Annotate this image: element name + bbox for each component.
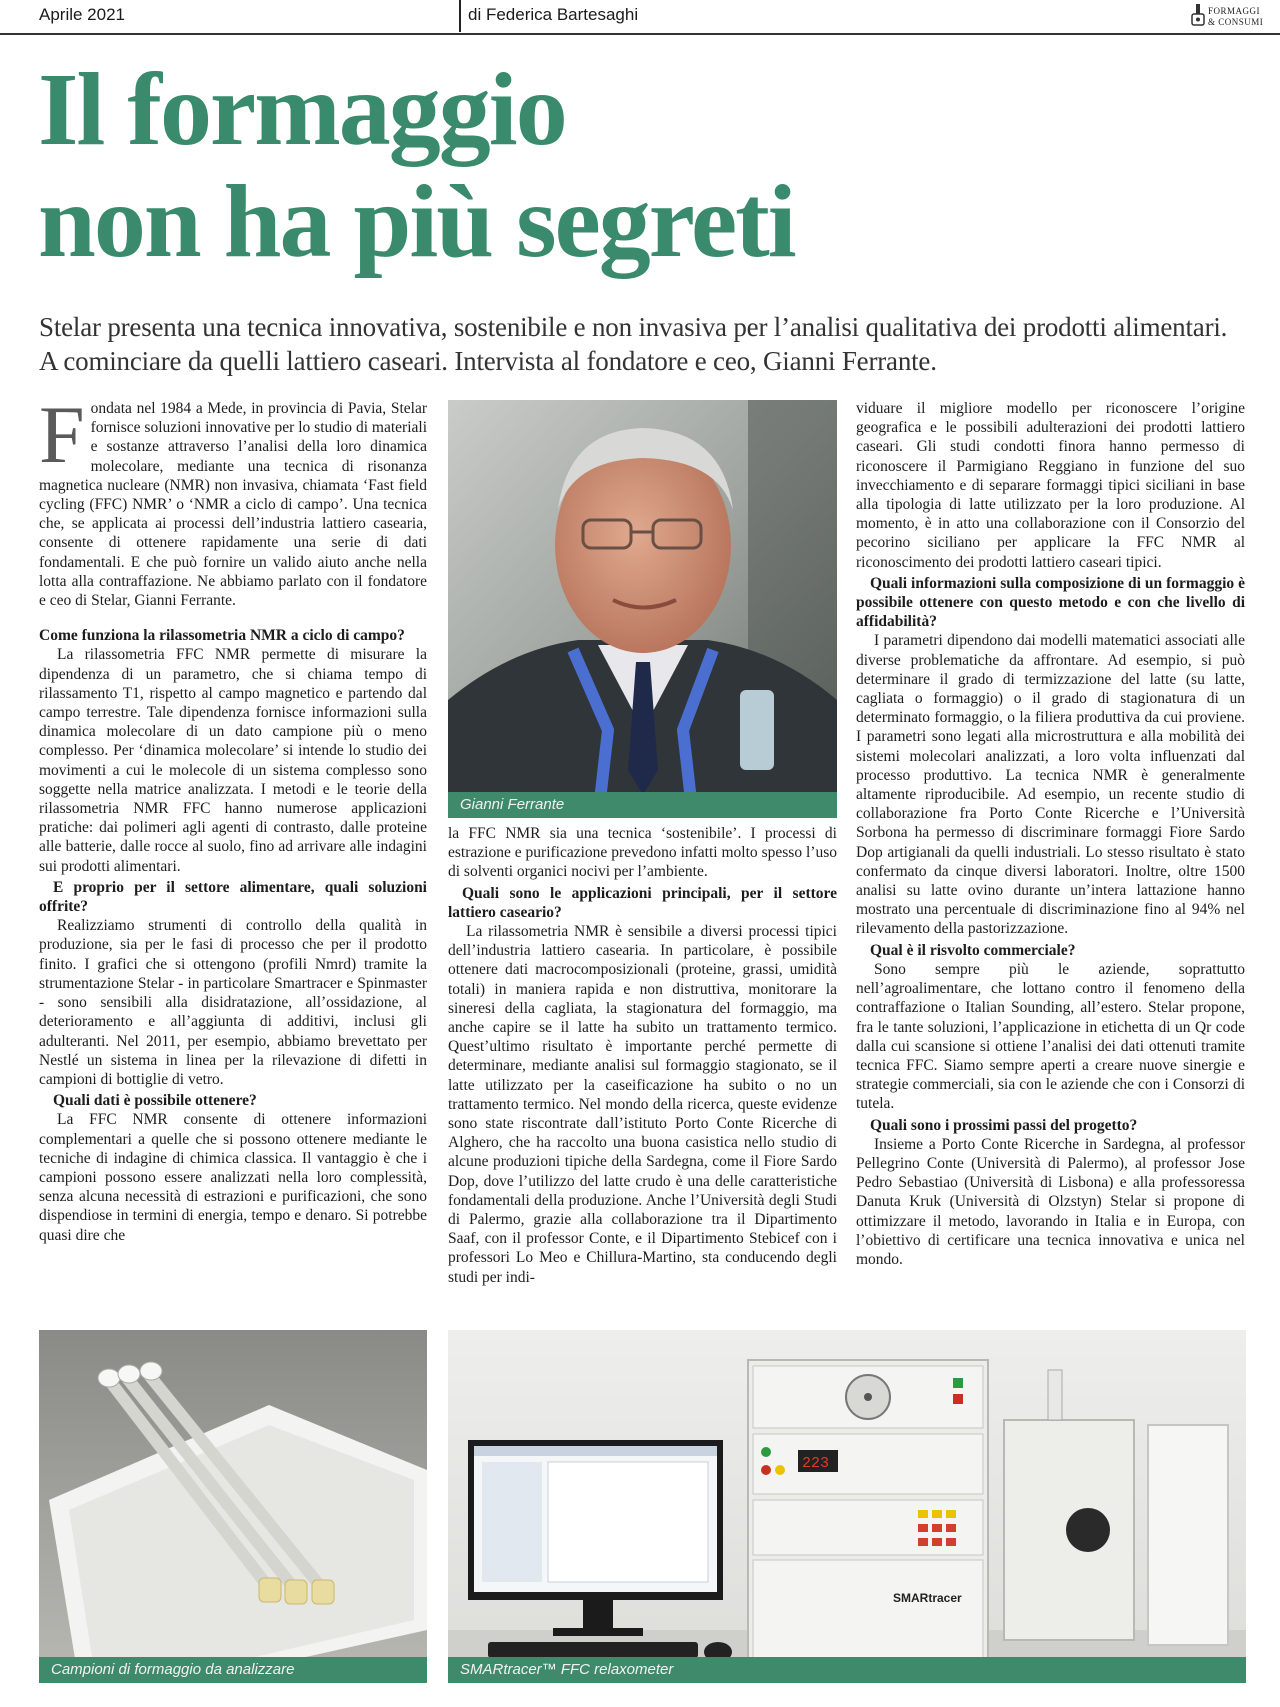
article-column-1 <box>39 389 427 1245</box>
question-2: E proprio per il settore alimentare, quali soluzioni offrite? <box>39 878 427 916</box>
question-5: Quali informazioni sulla composizione di un formaggio è possibile ottenere con questo metodo e con che livello di affidabilità? <box>856 574 1245 631</box>
article-column-2 <box>448 824 837 1287</box>
answer-2: Realizziamo strumenti di controllo della qualità in produzione, sia per le fasi di processo che per il prodotto finito. I grafici che si ottengono (profili Nmrd) tramite la strumentazione Stelar - in particolare Smartracer e Spinmaster - sono sensibili alla disidratazione, all’ossidazione, al deterioramento e all’aggiunta di additivi, inclusi gli adulteranti. Nel 2011, per esempio, abbiamo brevettato per Nestlé un sistema in linea per la rilevazione di difetti in campioni di bottiglie di vetro. <box>39 917 427 1088</box>
relaxometer-image <box>448 1330 1246 1683</box>
page-header <box>0 0 1280 34</box>
logo-icon <box>1191 4 1205 26</box>
logo-text-top: FORMAGGI <box>1208 6 1261 16</box>
question-3: Quali dati è possibile ottenere? <box>53 1092 257 1110</box>
question-6: Qual è il risvolto commerciale? <box>870 941 1076 959</box>
headline-line-2: non ha più segreti <box>38 164 795 279</box>
answer-6: Sono sempre più le aziende, soprattutto nell’agroalimentare, che lottano contro il fenomeno della contraffazione o Italian Sounding, all’estero. Stelar propone, fra le tante soluzioni, l’applicazione in etichetta di un Qr code dalla cui scansione si ottiene l’analisi dei dati ottenuti tramite tecnica FFC. Siamo sempre aperti a creare nuove sinergie e strategie commerciali, sia con le aziende che con i Consorzi di tutela. <box>856 960 1245 1113</box>
answer-4-continued: viduare il migliore modello per riconoscere l’origine geografica e le possibili adulterazioni dei prodotti lattiero caseari. Gli studi condotti finora hanno permesso di riconoscere il Parmigiano Reggiano in funzione del suo invecchiamento e di separare formaggi tipici siciliani in base alla tipologia di latte utilizzato per la loro produzione. Al momento, è in atto una collaborazione con il Consorzio del pecorino siciliano per applicare la FFC NMR al riconoscimento dei prodotti lattiero caseari tipici. <box>856 400 1245 571</box>
portrait-caption: Gianni Ferrante <box>448 792 837 818</box>
intro-text: ondata nel 1984 a Mede, in provincia di Pavia, Stelar fornisce soluzioni innovative per lo studio di materiali e sostanze attraverso l’analisi della loro dinamica molecolare, mediante una tecnica di risonanza magnetica nucleare (NMR) non invasiva, chiamata ‘Fast field cycling (FFC) NMR’ o ‘NMR a ciclo di campo’. Una tecnica che, se applicata ai processi dell’industria lattiero casearia, consente di ottenere rapidamente una serie di dati fondamentali. E che può fornire un valido aiuto anche nella lotta alla contraffazione. Ne abbiamo parlato con il fondatore e ceo di Stelar, Gianni Ferrante. <box>39 400 427 610</box>
header-rule <box>0 33 1280 35</box>
samples-caption: Campioni di formaggio da analizzare <box>39 1657 427 1683</box>
relaxometer-caption: SMARtracer™ FFC relaxometer <box>448 1657 1246 1683</box>
answer-5: I parametri dipendono dai modelli matematici associati alle diverse problematiche da affrontare. Ad esempio, si può determinare il grado di termizzazione del latte (su latte, cagliata o formaggio) o il grado di stagionatura di un determinato formaggio, o la filiera produttiva da cui proviene. I parametri sono legati alla microstruttura e alla mobilità dei sistemi molecolari analizzati, a loro volta influenzati dal processo produttivo. La tecnica NMR è generalmente altamente riproducibile. Ad esempio, un recente studio di collaborazione fra Porto Conte Ricerche e l’Università Sorbona ha permesso di discriminare formaggi Fiore Sardo Dop artigianali da quelli industriali. Lo stesso risultato è stato confermato da cinque diversi laboratori. Inoltre, oltre 1500 analisi su latte ovino durante un’intera lattazione hanno mostrato una percentuale di discriminazione fino al 94% nel rilevamento della pastorizzazione. <box>856 632 1245 938</box>
question-1: Come funziona la rilassometria NMR a ciclo di campo? <box>39 627 405 645</box>
answer-3: La FFC NMR consente di ottenere informazioni complementari a quelle che si possono ottenere mediante le tecniche di indagine di chimica classica. Il vantaggio è che i campioni possono essere analizzati nella loro complessità, senza alcuna necessità di estrazioni e purificazioni, che sono dispendiose in termini di energia, tempo e denaro. Si potrebbe quasi dire che <box>39 1111 427 1244</box>
answer-7: Insieme a Porto Conte Ricerche in Sardegna, al professor Pellegrino Conte (Università di Palermo), al professor Jose Pedro Sebastiao (Università di Lisbona) e alla professoressa Danuta Kruk (Università di Olzstyn) Stelar si propone di ottimizzare il metodo, lavorando in Italia e in Europa, con l’obiettivo di certificare una tecnica innovativa e unica nel mondo. <box>856 1135 1245 1268</box>
relaxometer-photo <box>448 1330 1246 1683</box>
answer-3-continued: la FFC NMR sia una tecnica ‘sostenibile’. I processi di estrazione e purificazione prevedono infatti molto spesso l’uso di solventi organici nocivi per l’ambiente. <box>448 825 837 881</box>
question-4: Quali sono le applicazioni principali, per il settore lattiero caseario? <box>448 884 837 921</box>
article-headline <box>38 54 1238 278</box>
drop-cap: F <box>39 389 85 480</box>
byline: di Federica Bartesaghi <box>468 5 639 24</box>
portrait-photo <box>448 400 837 818</box>
logo-text-bottom: & CONSUMI <box>1208 17 1264 27</box>
display-readout: 223 <box>802 1455 830 1472</box>
issue-date: Aprile 2021 <box>39 5 126 24</box>
article-column-3 <box>856 399 1245 1269</box>
samples-photo <box>39 1330 427 1683</box>
question-7: Quali sono i prossimi passi del progetto? <box>870 1116 1138 1134</box>
portrait-image <box>448 400 837 818</box>
intro-paragraph <box>39 389 427 610</box>
device-label: SMARtracer <box>893 1591 962 1605</box>
samples-image <box>39 1330 427 1683</box>
answer-1: La rilassometria FFC NMR permette di misurare la dipendenza di un parametro, che si chiama tempo di rilassamento T1, rispetto al campo magnetico e partendo dal campo terrestre. Tale dipendenza fornisce informazioni sulla dinamica molecolare di un dato campione più o meno complesso. Per ‘dinamica molecolare’ si intende lo studio dei movimenti a cui le molecole di un sistema complesso sono soggette nella matrice analizzata. I metodi e le teorie della rilassometria NMR FFC hanno numerose applicazioni pratiche: dai polimeri agli agenti di contrasto, dalle proteine alle batterie, dalle rocce al suolo, fino ad arrivare alle indagini sui prodotti alimentari. <box>39 646 427 875</box>
article-deck: Stelar presenta una tecnica innovativa, sostenibile e non invasiva per l’analisi qualitativa dei prodotti alimentari. A cominciare da quelli lattiero caseari. Intervista al fondatore e ceo, Gianni Ferrante. <box>39 312 1228 376</box>
magazine-logo <box>1191 1 1267 31</box>
header-divider <box>459 0 461 32</box>
answer-4: La rilassometria NMR è sensibile a diversi processi tipici dell’industria lattiero casearia. In particolare, è possibile ottenere dati macrocomposizionali (proteine, grassi, umidità totali) in maniera rapida e non distruttiva, monitorare la sineresi della cagliata, la stagionatura del formaggio, ma anche capire se il latte ha subito un trattamento termico. Quest’ultimo risultato è importante perché permette di determinare, mediante analisi sul formaggio stagionato, se il latte utilizzato per la caseificazione ha subito o no un trattamento termico. Nel mondo della ricerca, queste evidenze sono state riscontrate dall’istituto Porto Conte Ricerche di Alghero, che ha raccolto una buona casistica nello studio di alcune produzioni tipiche della Sardegna, come il Fiore Sardo Dop, dove l’utilizzo del latte crudo è una delle caratteristiche fondamentali della produzione. Anche l’Università degli Studi di Palermo, grazie alla collaborazione tra il Dipartimento Saaf, con il professor Conte, e il Dipartimento Stebicef con i professori Lo Meo e Chillura-Martino, sta conducendo degli studi per indi- <box>448 923 837 1286</box>
headline-line-1: Il formaggio <box>38 52 566 167</box>
